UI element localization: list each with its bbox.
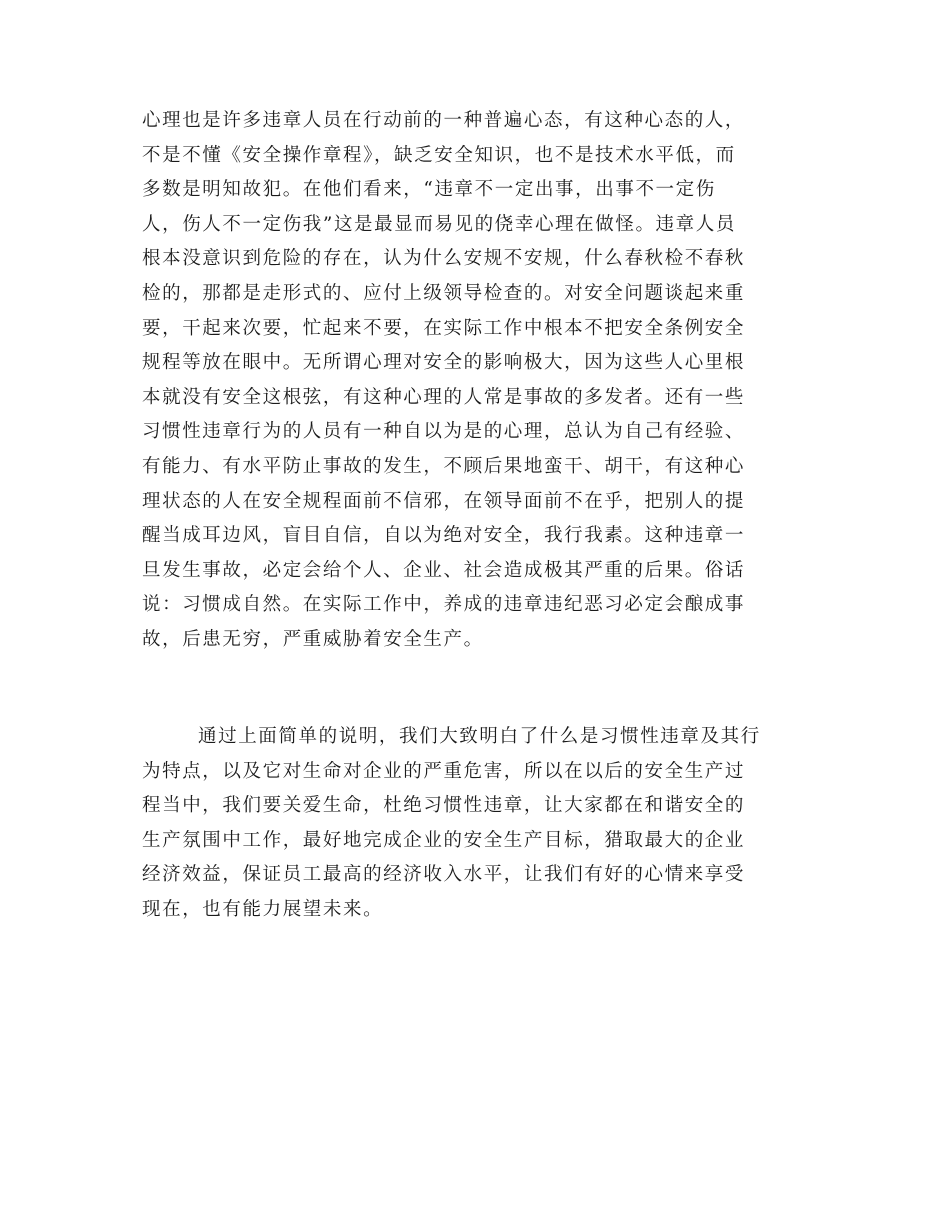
text-line: 不是不懂《安全操作章程》，缺乏安全知识，也不是技术水平低，而 bbox=[142, 144, 736, 166]
text-line: 有能力、有水平防止事故的发生，不顾后果地蛮干、胡干，有这种心 bbox=[142, 455, 746, 477]
text-line: 为特点，以及它对生命对企业的严重危害，所以在以后的安全生产过 bbox=[142, 760, 746, 782]
text-line: 生产氛围中工作，最好地完成企业的安全生产目标，猎取最大的企业 bbox=[142, 829, 746, 851]
text-line: 规程等放在眼中。无所谓心理对安全的影响极大，因为这些人心里根 bbox=[142, 352, 746, 374]
text-line: 要，干起来次要，忙起来不要，在实际工作中根本不把安全条例安全 bbox=[142, 317, 746, 339]
paragraph-1 bbox=[142, 104, 812, 658]
text-line: 旦发生事故，必定会给个人、企业、社会造成极其严重的后果。俗话 bbox=[142, 559, 746, 581]
text-line: 故，后患无穷，严重威胁着安全生产。 bbox=[142, 628, 484, 650]
paragraph-2 bbox=[142, 720, 812, 928]
text-line: 醒当成耳边风，盲目自信，自以为绝对安全，我行我素。这种违章一 bbox=[142, 525, 746, 547]
text-line: 人，伤人不一定伤我”这是最显而易见的侥幸心理在做怪。违章人员 bbox=[142, 213, 736, 235]
text-line: 习惯性违章行为的人员有一种自以为是的心理，总认为自己有经验、 bbox=[142, 421, 746, 443]
text-line: 程当中，我们要关爱生命，杜绝习惯性违章，让大家都在和谐安全的 bbox=[142, 795, 746, 817]
text-line: 通过上面简单的说明，我们大致明白了什么是习惯性违章及其行 bbox=[198, 726, 761, 747]
text-line: 经济效益，保证员工最高的经济收入水平，让我们有好的心情来享受 bbox=[142, 864, 746, 886]
text-line: 心理也是许多违章人员在行动前的一种普遍心态，有这种心态的人， bbox=[142, 110, 746, 131]
text-line: 理状态的人在安全规程面前不信邪，在领导面前不在乎，把别人的提 bbox=[142, 490, 746, 512]
text-line: 根本没意识到危险的存在，认为什么安规不安规，什么春秋检不春秋 bbox=[142, 248, 746, 270]
text-line: 本就没有安全这根弦，有这种心理的人常是事故的多发者。还有一些 bbox=[142, 386, 746, 408]
text-line: 检的，那都是走形式的、应付上级领导检查的。对安全问题谈起来重 bbox=[142, 282, 746, 304]
text-line: 多数是明知故犯。在他们看来，“违章不一定出事，出事不一定伤 bbox=[142, 179, 716, 201]
text-line: 现在，也有能力展望未来。 bbox=[142, 898, 384, 920]
text-line: 说：习惯成自然。在实际工作中，养成的违章违纪恶习必定会酿成事 bbox=[142, 594, 746, 616]
